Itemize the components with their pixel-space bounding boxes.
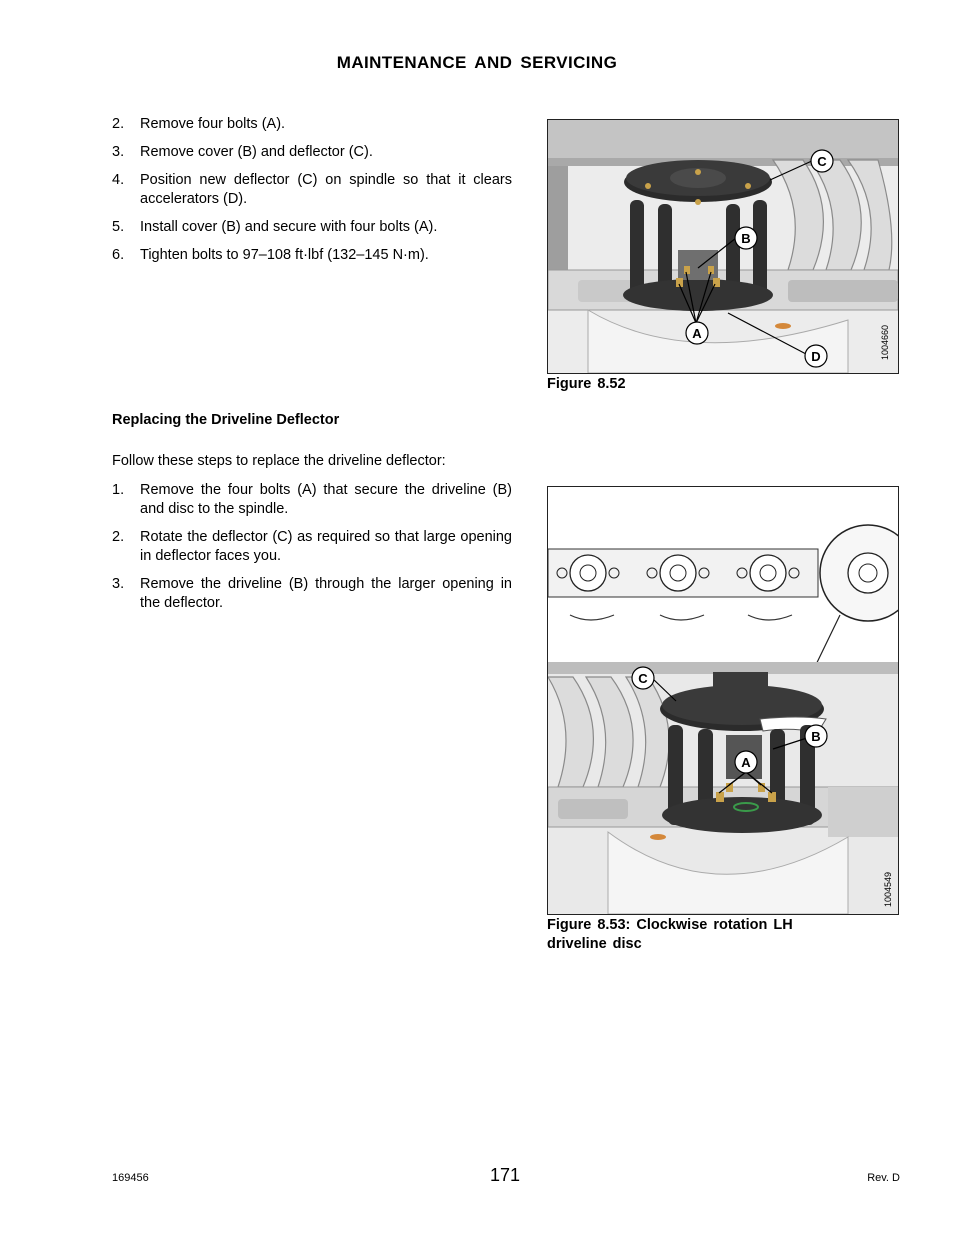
callout-d: D xyxy=(811,349,821,364)
image-id: 1004660 xyxy=(880,324,890,360)
figure-8-53-illustration xyxy=(548,487,898,914)
callout-a: A xyxy=(692,326,702,341)
page-header: MAINTENANCE AND SERVICING xyxy=(336,53,618,72)
step-number: 4. xyxy=(112,172,125,188)
steps-list-part2 xyxy=(112,481,512,622)
step-text: Remove the four bolts (A) that secure the driveline (B) and disc to the spindle. xyxy=(140,482,512,517)
figure-8-52-caption: Figure 8.52 xyxy=(547,376,626,392)
step-item xyxy=(112,143,512,162)
step-number: 2. xyxy=(112,116,125,132)
step-item xyxy=(112,575,512,613)
step-item xyxy=(112,246,512,265)
step-text: Position new deflector (C) on spindle so that it clears accelerators (D). xyxy=(140,172,512,207)
step-text: Tighten bolts to 97–108 ft·lbf (132–145 N·m). xyxy=(140,247,429,263)
section-title: Replacing the Driveline Deflector xyxy=(112,412,340,428)
callout-c: C xyxy=(817,154,827,169)
image-id: 1004549 xyxy=(883,871,893,907)
step-text: Rotate the deflector (C) as required so that large opening in deflector faces you. xyxy=(140,529,512,564)
step-item xyxy=(112,481,512,519)
step-number: 3. xyxy=(112,576,125,592)
step-text: Remove the driveline (B) through the larger opening in the deflector. xyxy=(140,576,512,611)
step-item xyxy=(112,528,512,566)
callout-b: B xyxy=(811,729,821,744)
step-number: 1. xyxy=(112,482,125,498)
step-item xyxy=(112,115,512,134)
page-number: 171 xyxy=(489,1165,521,1185)
step-item xyxy=(112,218,512,237)
step-text: Install cover (B) and secure with four bolts (A). xyxy=(140,219,438,235)
figure-8-53 xyxy=(547,486,899,915)
figure-8-52-illustration xyxy=(548,120,898,373)
step-number: 5. xyxy=(112,219,125,235)
callout-c: C xyxy=(638,671,648,686)
section-intro: Follow these steps to replace the driveline deflector: xyxy=(112,453,446,469)
callout-b: B xyxy=(741,231,751,246)
steps-list-part1 xyxy=(112,115,512,274)
step-text: Remove four bolts (A). xyxy=(140,116,286,132)
figure-8-52 xyxy=(547,119,899,374)
doc-number: 169456 xyxy=(112,1172,149,1184)
step-text: Remove cover (B) and deflector (C). xyxy=(140,144,373,160)
step-item xyxy=(112,171,512,209)
step-number: 2. xyxy=(112,529,125,545)
figure-8-53-caption: Figure 8.53: Clockwise rotation LH driveline disc xyxy=(547,917,793,952)
step-number: 6. xyxy=(112,247,125,263)
step-number: 3. xyxy=(112,144,125,160)
revision: Rev. D xyxy=(867,1172,900,1184)
callout-a: A xyxy=(741,755,751,770)
